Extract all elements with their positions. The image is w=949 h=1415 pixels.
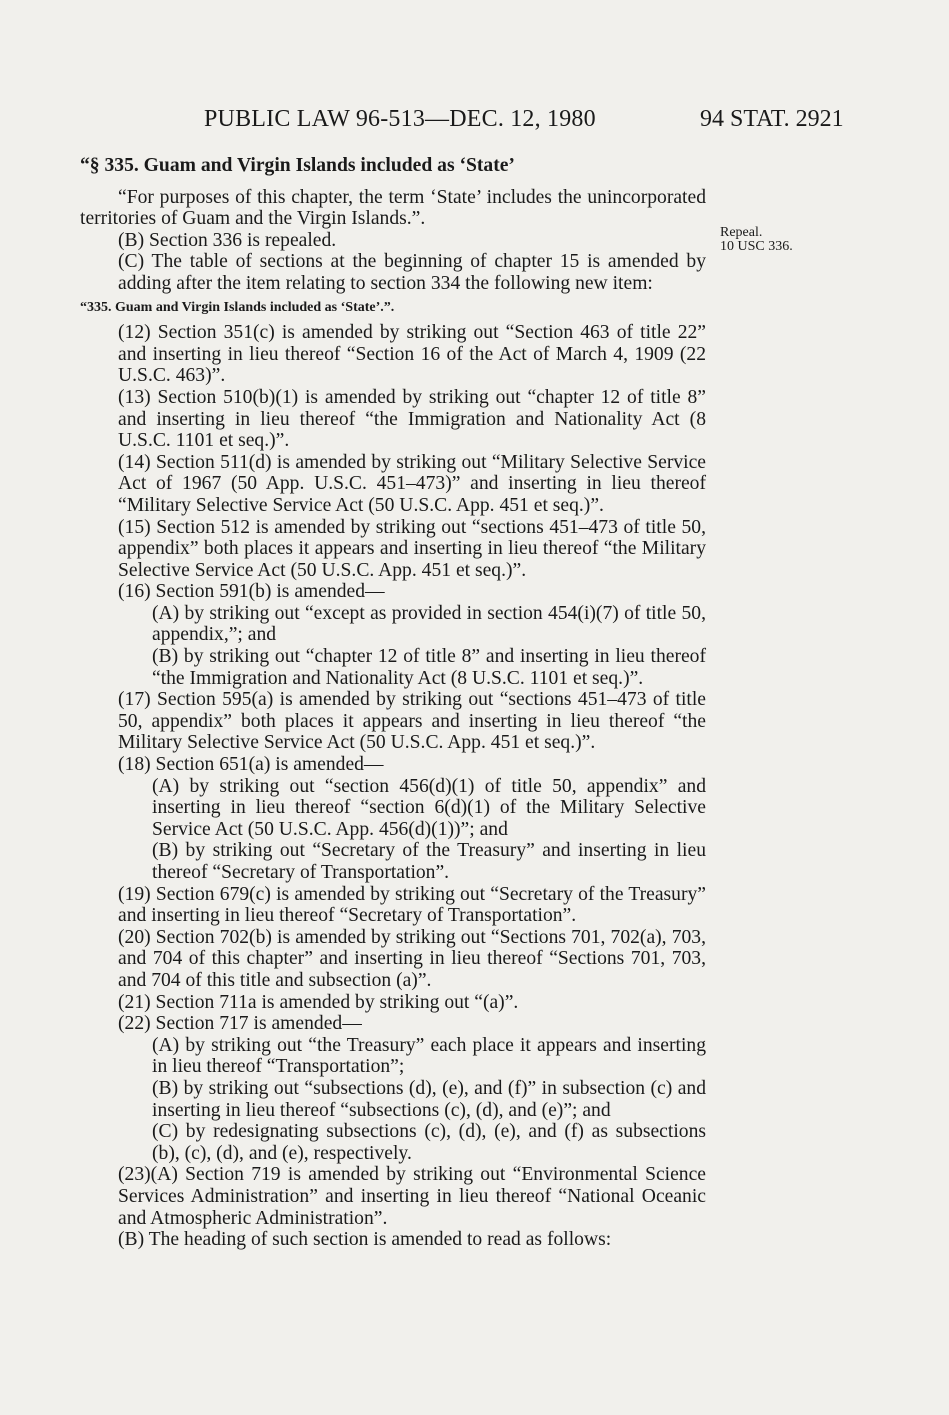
paragraph: (22) Section 717 is amended— xyxy=(118,1013,362,1035)
paragraph: (19) Section 679(c) is amended by striking out “Secretary of the Treasury” and inserting in lieu thereof “Secretary of Transportation”. xyxy=(118,883,706,927)
subparagraph: (C) by redesignating subsections (c), (d), (e), and (f) as subsections (b), (c), (d), and (e), respectively. xyxy=(152,1121,706,1164)
margin-note-repeal: Repeal. xyxy=(720,225,763,240)
paragraph: (13) Section 510(b)(1) is amended by striking out “chapter 12 of title 8” and inserting in lieu thereof “the Immigration and Nationality Act (8 U.S.C. 1101 et seq.)”. xyxy=(118,386,706,452)
subparagraph: (B) by striking out “subsections (d), (e), and (f)” in subsection (c) and inserting in lieu thereof “subsections (c), (d), and (e)”; and xyxy=(152,1077,706,1121)
paragraph: (16) Section 591(b) is amended— xyxy=(118,581,385,603)
subparagraph: (B) by striking out “Secretary of the Treasury” and inserting in lieu thereof “Secretary of Transportation”. xyxy=(152,840,706,883)
paragraph: (21) Section 711a is amended by striking out “(a)”. xyxy=(118,991,519,1013)
paragraph: (14) Section 511(d) is amended by striking out “Military Selective Service Act of 1967 (50 App. U.S.C. 451–473)” and inserting in lieu thereof “Military Selective Service Act (50 U.S.C. App. 451 et seq.)”. xyxy=(118,451,706,516)
running-header: PUBLIC LAW 96-513—DEC. 12, 1980 xyxy=(204,106,596,132)
paragraph: “For purposes of this chapter, the term ‘State’ includes the unincorporated territories of Guam and the Virgin Islands.”. xyxy=(80,186,706,230)
paragraph: (20) Section 702(b) is amended by striking out “Sections 701, 702(a), 703, and 704 of this chapter” and inserting in lieu thereof “Sections 701, 703, and 704 of this title and subsection (a)”. xyxy=(118,926,706,991)
margin-note xyxy=(720,226,793,254)
statute-body xyxy=(80,155,706,1251)
paragraph: (17) Section 595(a) is amended by striking out “sections 451–473 of title 50, appendix” both places it appears and inserting in lieu thereof “the Military Selective Service Act (50 U.S.C. App. 451 et seq.)”. xyxy=(118,689,706,754)
paragraph: (23)(A) Section 719 is amended by striking out “Environmental Science Services Administration” and inserting in lieu thereof “National Oceanic and Atmospheric Administration”. xyxy=(118,1164,706,1229)
subparagraph: (A) by striking out “except as provided in section 454(i)(7) of title 50, appendix,”; and xyxy=(152,602,706,646)
paragraph: (15) Section 512 is amended by striking out “sections 451–473 of title 50, appendix” both places it appears and inserting in lieu thereof “the Military Selective Service Act (50 U.S.C. App. 451 et seq.)”. xyxy=(118,516,706,581)
subparagraph: (A) by striking out “the Treasury” each place it appears and inserting in lieu thereof “Transportation”; xyxy=(152,1034,706,1078)
subparagraph: (B) by striking out “chapter 12 of title 8” and inserting in lieu thereof “the Immigration and Nationality Act (8 U.S.C. 1101 et seq.)”. xyxy=(152,646,706,689)
subparagraph: (A) by striking out “section 456(d)(1) of title 50, appendix” and inserting in lieu thereof “section 6(d)(1) of the Military Selective Service Act (50 U.S.C. App. 456(d)(1))”; and xyxy=(152,775,706,840)
section-heading: “§ 335. Guam and Virgin Islands included as ‘State’ xyxy=(80,155,515,176)
paragraph: (18) Section 651(a) is amended— xyxy=(118,754,384,776)
paragraph: (C) The table of sections at the beginning of chapter 15 is amended by adding after the item relating to section 334 the following new item: xyxy=(118,251,706,294)
paragraph: (12) Section 351(c) is amended by striking out “Section 463 of title 22” and inserting in lieu thereof “Section 16 of the Act of March 4, 1909 (22 U.S.C. 463)”. xyxy=(118,322,706,387)
paragraph: (B) The heading of such section is amended to read as follows: xyxy=(118,1229,612,1251)
paragraph: (B) Section 336 is repealed. xyxy=(118,229,337,251)
table-of-sections-item: “335. Guam and Virgin Islands included as ‘State’.”. xyxy=(80,299,395,315)
margin-note-citation: 10 USC 336. xyxy=(720,239,793,254)
statute-page-number: 94 STAT. 2921 xyxy=(700,106,844,132)
